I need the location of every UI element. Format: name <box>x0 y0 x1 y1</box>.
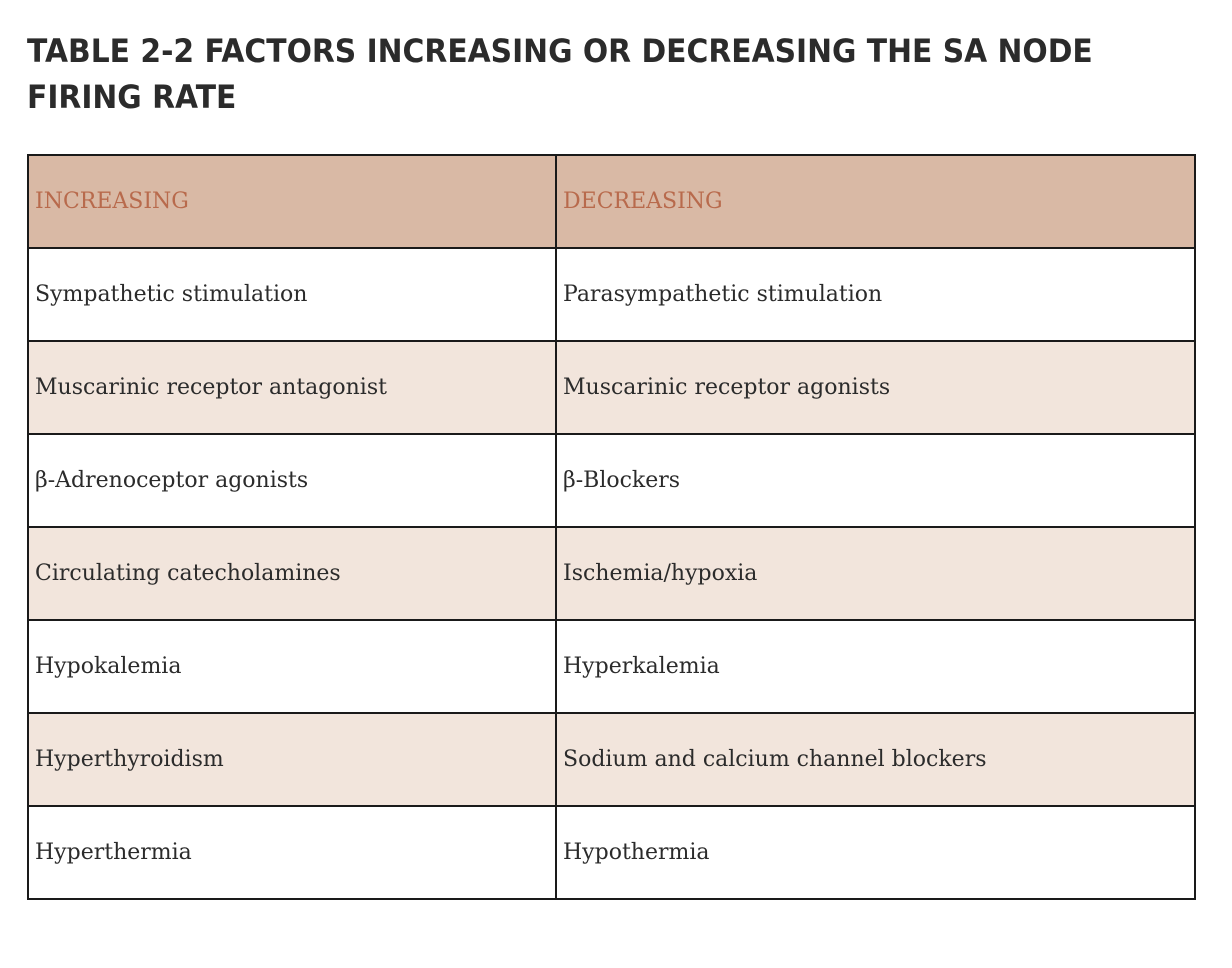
table-row <box>28 620 1195 713</box>
cell-increasing: Hypokalemia <box>28 620 556 713</box>
cell-decreasing: β-Blockers <box>556 434 1195 527</box>
table-title: TABLE 2-2 FACTORS INCREASING OR DECREASING THE SA NODE FIRING RATE <box>27 32 1093 116</box>
cell-increasing: Hyperthermia <box>28 806 556 899</box>
table-row <box>28 713 1195 806</box>
cell-decreasing: Hyperkalemia <box>556 620 1195 713</box>
cell-increasing: Circulating catecholamines <box>28 527 556 620</box>
cell-increasing: Sympathetic stimulation <box>28 248 556 341</box>
table-row <box>28 806 1195 899</box>
cell-decreasing: Muscarinic receptor agonists <box>556 341 1195 434</box>
table-body <box>28 248 1195 899</box>
table-row <box>28 341 1195 434</box>
document-page <box>27 28 1194 865</box>
header-increasing: INCREASING <box>28 155 556 248</box>
table-row <box>28 434 1195 527</box>
header-row <box>28 155 1195 248</box>
header-decreasing: DECREASING <box>556 155 1195 248</box>
table-row <box>28 527 1195 620</box>
cell-increasing: Hyperthyroidism <box>28 713 556 806</box>
cell-decreasing: Ischemia/hypoxia <box>556 527 1195 620</box>
table-row <box>28 248 1195 341</box>
factors-table <box>27 154 1196 900</box>
cell-decreasing: Sodium and calcium channel blockers <box>556 713 1195 806</box>
cell-decreasing: Parasympathetic stimulation <box>556 248 1195 341</box>
cell-decreasing: Hypothermia <box>556 806 1195 899</box>
cell-increasing: β-Adrenoceptor agonists <box>28 434 556 527</box>
cell-increasing: Muscarinic receptor antagonist <box>28 341 556 434</box>
table-header <box>28 155 1195 248</box>
